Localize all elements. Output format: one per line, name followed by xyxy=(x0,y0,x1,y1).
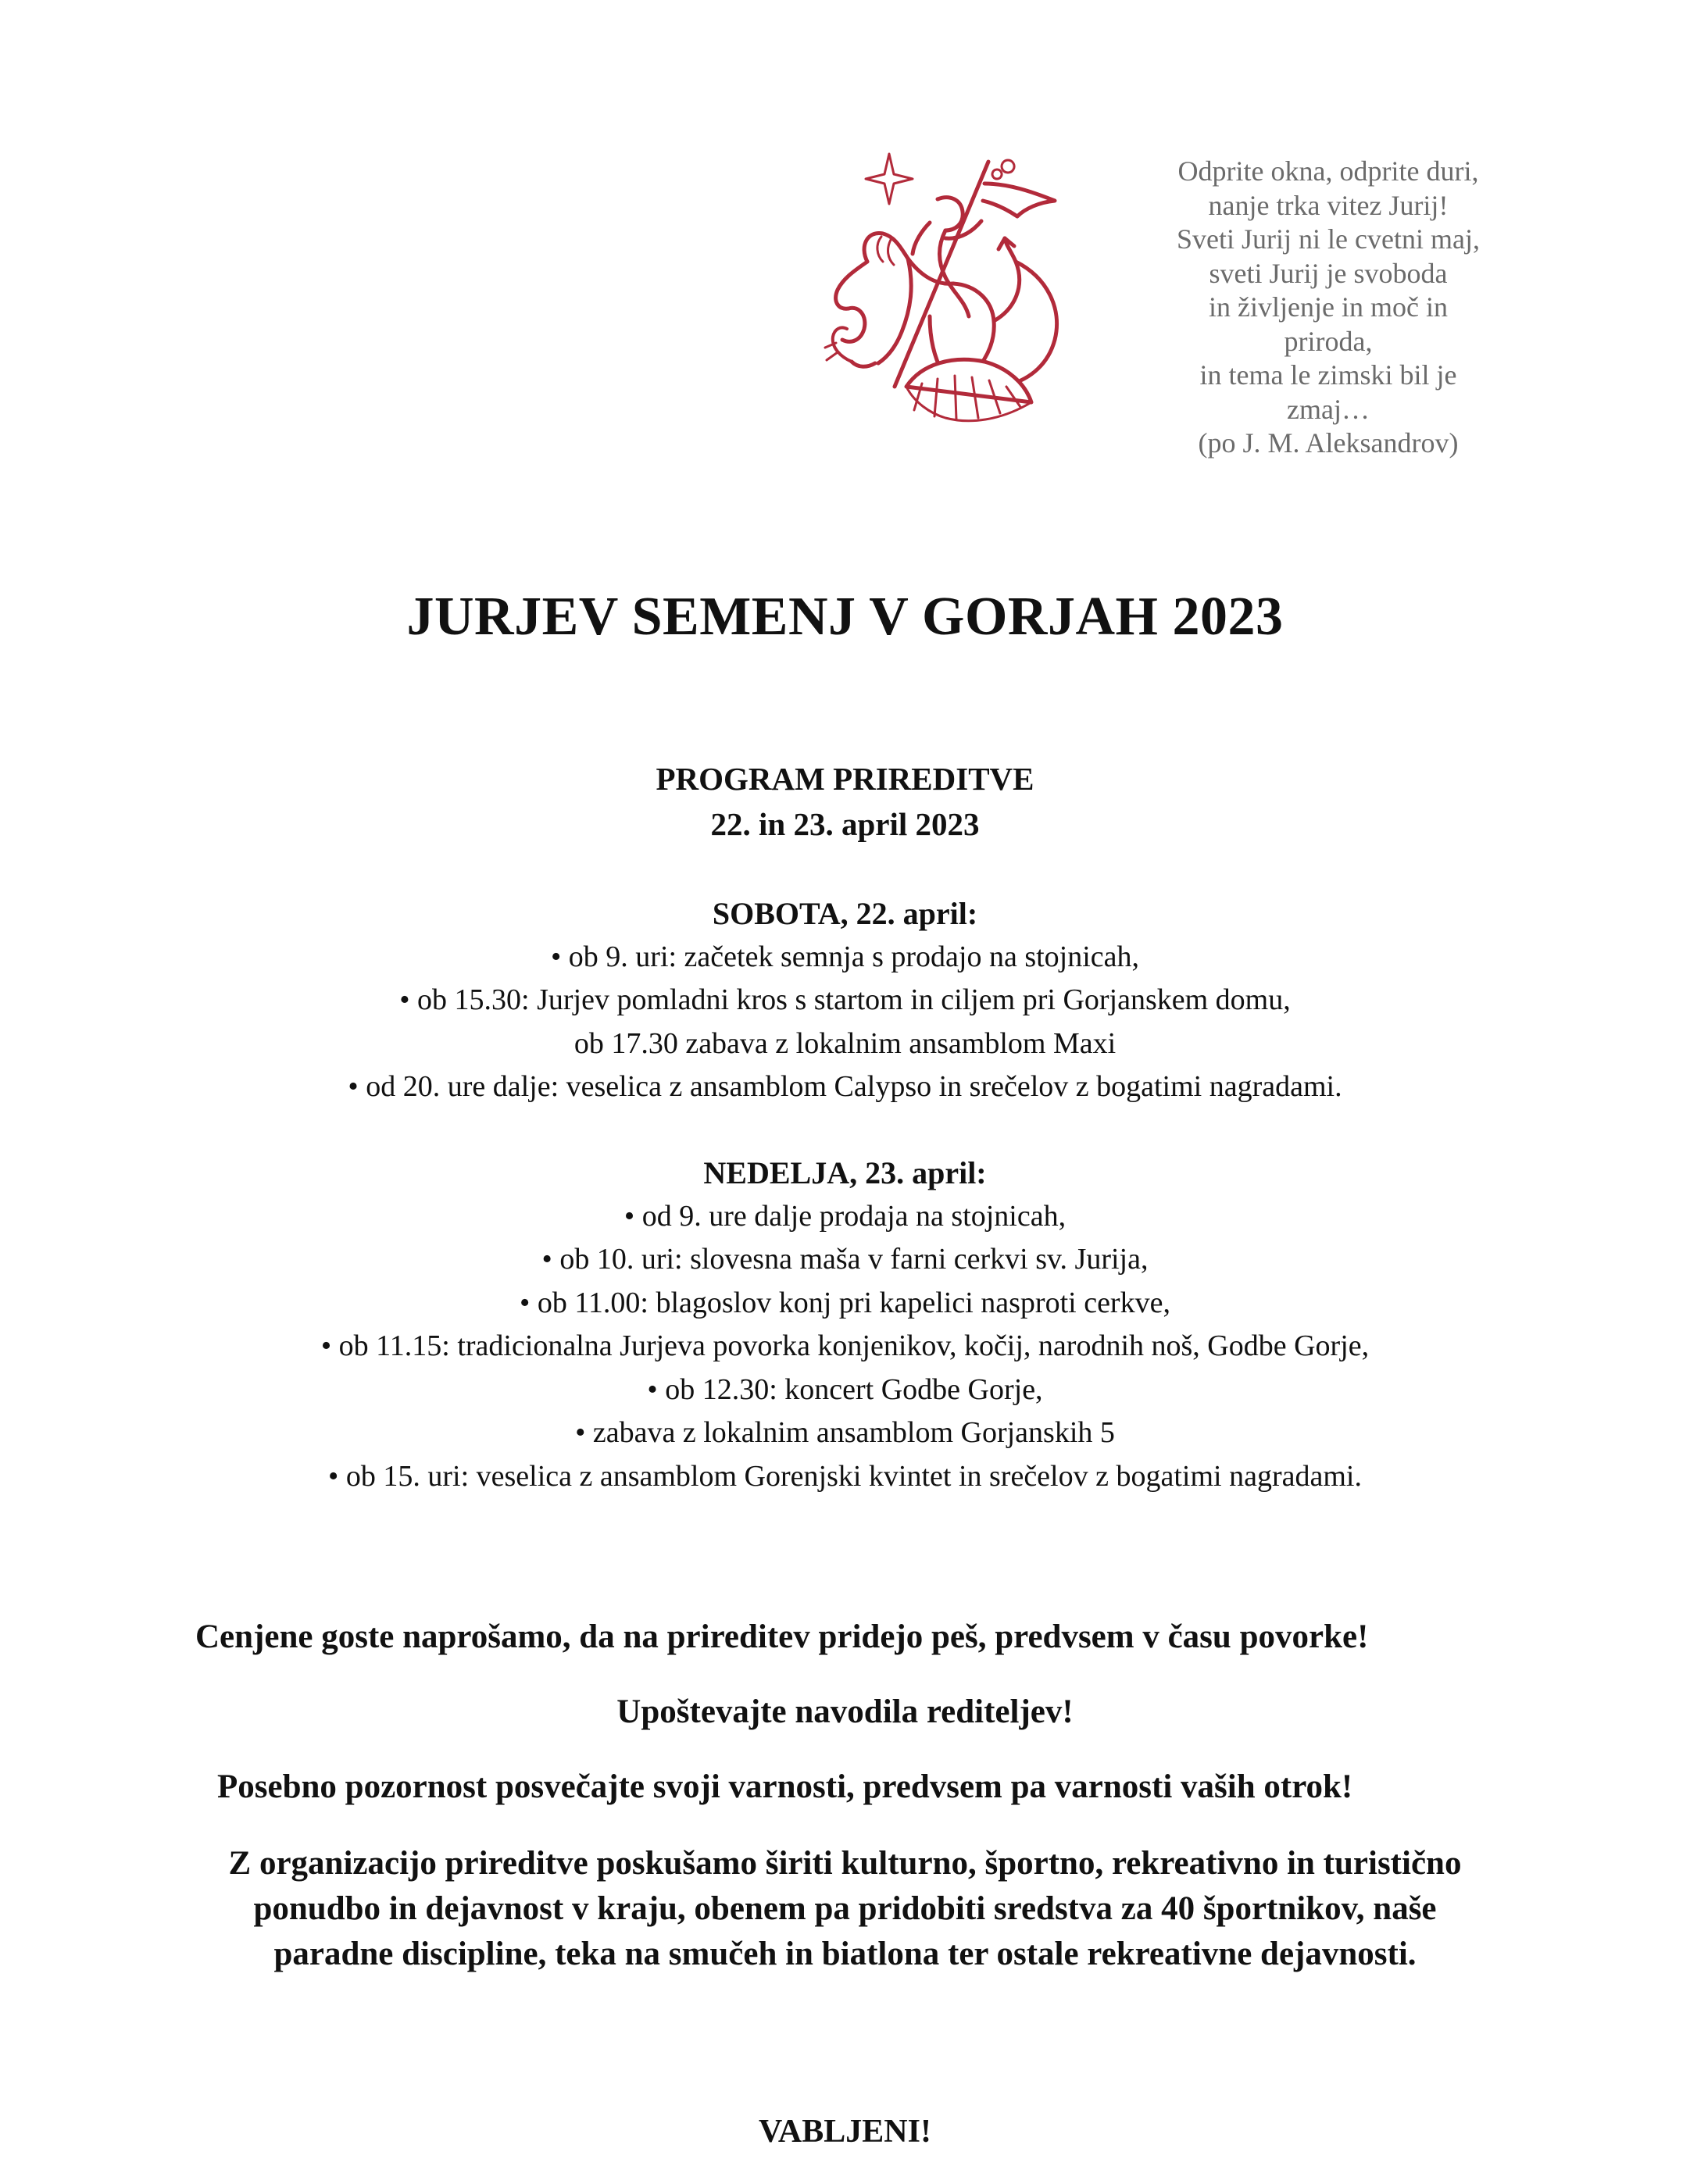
page-title: JURJEV SEMENJ V GORJAH 2023 xyxy=(406,587,1284,647)
notice-purpose xyxy=(0,1841,1690,1977)
poem-line: sveti Jurij je svoboda xyxy=(1209,257,1448,289)
notice-walk: Cenjene goste naprošamo, da na prireditev pridejo peš, predvsem v času povorke! xyxy=(195,1618,1369,1655)
notice-safety: Posebno pozornost posvečajte svoji varnosti, predvsem pa varnosti vaših otrok! xyxy=(217,1768,1353,1805)
poem-line: in življenje in moč in xyxy=(1209,291,1448,323)
poem-line: zmaj… xyxy=(1287,393,1370,425)
poem-line: priroda, xyxy=(1284,325,1373,357)
notice-purpose-line: ponudbo in dejavnost v kraju, obenem pa pridobiti sredstva za 40 športnikov, naše xyxy=(253,1890,1437,1927)
notice-purpose-line: paradne discipline, teka na smučeh in biatlona ter ostale rekreativne dejavnosti. xyxy=(273,1936,1417,1972)
schedule-item: • ob 15. uri: veselica z ansamblom Gorenjski kvintet in srečelov z bogatimi nagradami. xyxy=(328,1459,1362,1493)
schedule-item: • zabava z lokalnim ansamblom Gorjanskih 5 xyxy=(575,1416,1115,1449)
poem-line: nanje trka vitez Jurij! xyxy=(1208,189,1449,221)
st-george-emblem-icon xyxy=(820,152,1086,434)
saturday-title: SOBOTA, 22. april: xyxy=(712,896,978,931)
schedule-item: • ob 15.30: Jurjev pomladni kros s startom in ciljem pri Gorjanskem domu, xyxy=(399,983,1291,1016)
schedule-item: • ob 9. uri: začetek semnja s prodajo na stojnicah, xyxy=(550,940,1140,973)
program-heading: PROGRAM PRIREDITVE xyxy=(656,761,1034,797)
sunday-title: NEDELJA, 23. april: xyxy=(703,1155,987,1190)
notice-purpose-line: Z organizacijo prireditve poskušamo širiti kulturno, športno, rekreativno in turistično xyxy=(228,1845,1462,1882)
poem-line: Odprite okna, odprite duri, xyxy=(1177,155,1479,187)
closing-invitation: VABLJENI! xyxy=(759,2114,931,2150)
schedule-item: • ob 12.30: koncert Godbe Gorje, xyxy=(647,1372,1043,1406)
notice-stewards: Upoštevajte navodila rediteljev! xyxy=(616,1693,1074,1730)
schedule-item: • od 20. ure dalje: veselica z ansamblom Calypso in srečelov z bogatimi nagradami. xyxy=(348,1070,1342,1103)
poem-line: in tema le zimski bil je xyxy=(1199,359,1457,391)
sunday-schedule xyxy=(0,1151,1690,1498)
poem-attribution: (po J. M. Aleksandrov) xyxy=(1198,427,1459,459)
poem-line: Sveti Jurij ni le cvetni maj, xyxy=(1177,223,1480,255)
schedule-item: • ob 10. uri: slovesna maša v farni cerkvi sv. Jurija, xyxy=(541,1243,1149,1276)
saturday-schedule xyxy=(0,892,1690,1109)
schedule-item: • od 9. ure dalje prodaja na stojnicah, xyxy=(623,1199,1067,1233)
schedule-item: • ob 11.15: tradicionalna Jurjeva povorka konjenikov, kočij, narodnih noš, Godbe Gorje, xyxy=(320,1329,1370,1362)
schedule-item: ob 17.30 zabava z lokalnim ansamblom Maxi xyxy=(573,1026,1117,1060)
program-dates: 22. in 23. april 2023 xyxy=(710,806,980,842)
poem xyxy=(1125,155,1531,461)
schedule-item: • ob 11.00: blagoslov konj pri kapelici nasproti cerkve, xyxy=(520,1286,1170,1319)
program-header xyxy=(0,756,1690,847)
